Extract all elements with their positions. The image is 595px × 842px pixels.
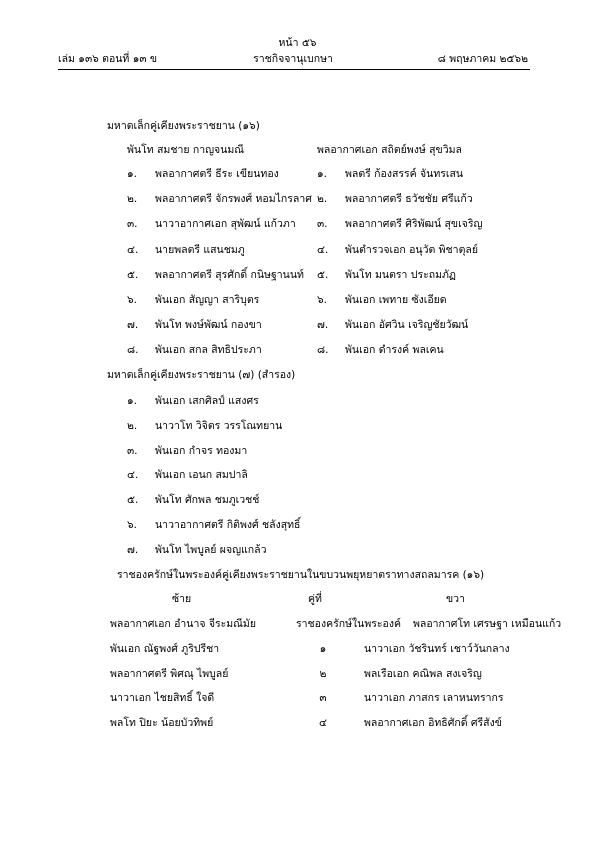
list-item (127, 516, 300, 533)
table-row (110, 714, 530, 730)
item-name: พลอากาศตรี ธวัชชัย ศรีแก้ว (345, 193, 473, 206)
section3-lead-row (110, 615, 562, 631)
pair-left-name: พลอากาศตรี พิศณุ ไพบูลย์ (110, 667, 229, 680)
item-name: พันโท ศักพล ชมภูเวชช์ (155, 494, 260, 507)
item-name: นาวาอากาศตรี กิติพงศ์ ชลังสุทธิ์ (155, 519, 301, 531)
publication-title: ราชกิจจานุเบกษา (253, 53, 333, 65)
item-name: พันเอก อัศวิน เจริญชัยวัฒน์ (345, 319, 469, 332)
item-number: ๔. (127, 469, 139, 482)
pair-left-name: นาวาเอก ไชยสิทธิ์ ใจดี (110, 692, 215, 705)
list-item (127, 165, 279, 182)
item-name: พันโท ไพบูลย์ ผจญแกล้ว (155, 543, 267, 556)
section1-right-lead: พลอากาศเอก สถิตย์พงษ์ สุขวิมล (317, 144, 462, 156)
item-name: พันโท มนตรา ประถมภัฏ (345, 268, 456, 281)
item-number: ๒. (317, 193, 328, 206)
publication-date: ๘ พฤษภาคม ๒๕๖๒ (437, 53, 528, 65)
item-number: ๖. (127, 519, 138, 531)
item-number: ๕. (317, 268, 329, 281)
lead-right: พลอากาศโท เศรษฐา เหมือนแก้ว (413, 618, 562, 630)
item-name: พันเอก เพทาย ซังเอียด (345, 294, 447, 306)
pair-right-name: นาวาเอก วัชรินทร์ เชาว์วันกลาง (364, 643, 510, 655)
item-number: ๑. (127, 395, 138, 407)
item-number: ๖. (317, 294, 328, 306)
list-item (127, 241, 245, 258)
item-number: ๗. (127, 543, 139, 556)
item-number: ๔. (127, 243, 139, 256)
list-item (127, 466, 248, 483)
pair-left-name: พันเอก ณัฐพงศ์ ภูริปรีชา (110, 643, 220, 655)
running-header (58, 50, 528, 66)
column-right-header: ขวา (446, 593, 465, 605)
pair-right-name: พลเรือเอก คณิพล สงเจริญ (364, 667, 482, 680)
section2-title: มหาดเล็กคู่เคียงพระราชยาน (๗) (สำรอง) (107, 369, 296, 381)
item-number: ๓. (317, 218, 328, 231)
section1-left-lead: พันโท สมชาย กาญจนมณี (127, 144, 245, 156)
list-item (317, 266, 456, 283)
list-item (317, 215, 482, 232)
list-item (317, 241, 478, 258)
item-number: ๖. (127, 294, 138, 306)
item-name: พันเอก ดำรงค์ พลเคน (345, 344, 444, 357)
header-rule (58, 69, 530, 70)
pair-right-name: นาวาเอก ภาสกร เลาหนทรากร (364, 692, 504, 705)
pair-number: ๑ (319, 643, 327, 655)
item-name: พันเอก สกล สิทธิประภา (155, 344, 262, 357)
item-number: ๗. (127, 319, 139, 332)
page-number: หน้า ๕๖ (278, 37, 317, 49)
item-name: พันโท พงษ์พัฒน์ กองขา (155, 319, 262, 332)
list-item (317, 341, 444, 358)
item-name: นาวาอากาศเอก สุพัฒน์ แก้วภา (155, 218, 296, 231)
item-name: นายพลตรี แสนชมภู (155, 243, 245, 256)
item-name: พันเอก เอนก สมปาลิ (155, 469, 248, 482)
lead-left: พลอากาศเอก อำนาจ จีระมณีมัย (110, 618, 257, 630)
item-name: พลอากาศตรี ธีระ เขียนทอง (155, 168, 279, 180)
list-item (127, 215, 296, 232)
item-number: ๔. (317, 243, 329, 256)
item-number: ๓. (127, 444, 138, 457)
item-number: ๓. (127, 218, 138, 231)
table-row (110, 640, 530, 656)
list-item (127, 392, 259, 409)
item-name: พันเอก กำจร ทองมา (155, 444, 248, 457)
item-number: ๘. (127, 344, 139, 357)
pair-left-name: พลโท ปิยะ น้อยบัวทิพย์ (110, 717, 214, 730)
list-item (317, 165, 463, 182)
pair-number: ๔ (319, 717, 327, 730)
item-number: ๒. (127, 419, 138, 432)
list-item (127, 266, 304, 283)
item-name: พลอากาศตรี จักรพงศ์ หอมไกรลาศ (155, 193, 312, 206)
item-number: ๑. (317, 168, 328, 180)
table-row (110, 665, 530, 681)
list-item (317, 190, 473, 207)
item-number: ๕. (127, 494, 139, 507)
list-item (127, 491, 259, 508)
item-name: พันเอก เสกศิลป์ แสงศร (155, 395, 259, 407)
item-name: พันเอก สัญญา สาริบุตร (155, 294, 260, 306)
item-number: ๕. (127, 268, 139, 281)
column-left-header: ซ้าย (172, 593, 192, 605)
list-item (127, 541, 267, 558)
item-number: ๘. (317, 344, 329, 357)
volume-issue: เล่ม ๑๓๖ ตอนที่ ๑๓ ข (58, 53, 158, 65)
item-number: ๒. (127, 193, 138, 206)
item-name: พลอากาศตรี ศิริพัฒน์ สุขเจริญ (345, 218, 483, 231)
list-item (127, 442, 247, 459)
list-item (317, 291, 447, 308)
item-name: พันตำรวจเอก อนุวัต พิชาตุลย์ (345, 243, 478, 256)
list-item (127, 417, 282, 434)
list-item (127, 316, 262, 333)
list-item (127, 341, 262, 358)
section1-title: มหาดเล็กคู่เคียงพระราชยาน (๑๖) (107, 120, 260, 132)
item-number: ๑. (127, 168, 138, 180)
lead-mid: ราชองครักษ์ในพระองค์ (296, 618, 401, 630)
pair-number: ๓ (319, 692, 327, 705)
pair-number: ๒ (319, 667, 327, 680)
item-name: นาวาโท วิจิตร วรรโณทยาน (155, 419, 283, 432)
list-item (317, 316, 468, 333)
pair-right-name: พลอากาศเอก อิทธิศักดิ์ ศรีสังข์ (364, 717, 502, 730)
item-name: พลอากาศตรี สุรศักดิ์ กนิษฐานนท์ (155, 268, 304, 281)
item-name: พลตรี ก้องสรรค์ จันทรเสน (345, 168, 464, 180)
column-pair-header: คู่ที่ (308, 593, 322, 605)
table-row (110, 689, 530, 705)
list-item (127, 291, 259, 308)
item-number: ๗. (317, 319, 329, 332)
section3-title: ราชองครักษ์ในพระองค์คู่เคียงพระราชยานในขบวนพยุหยาตราทางสถลมารค (๑๖) (117, 569, 485, 581)
list-item (127, 190, 312, 207)
